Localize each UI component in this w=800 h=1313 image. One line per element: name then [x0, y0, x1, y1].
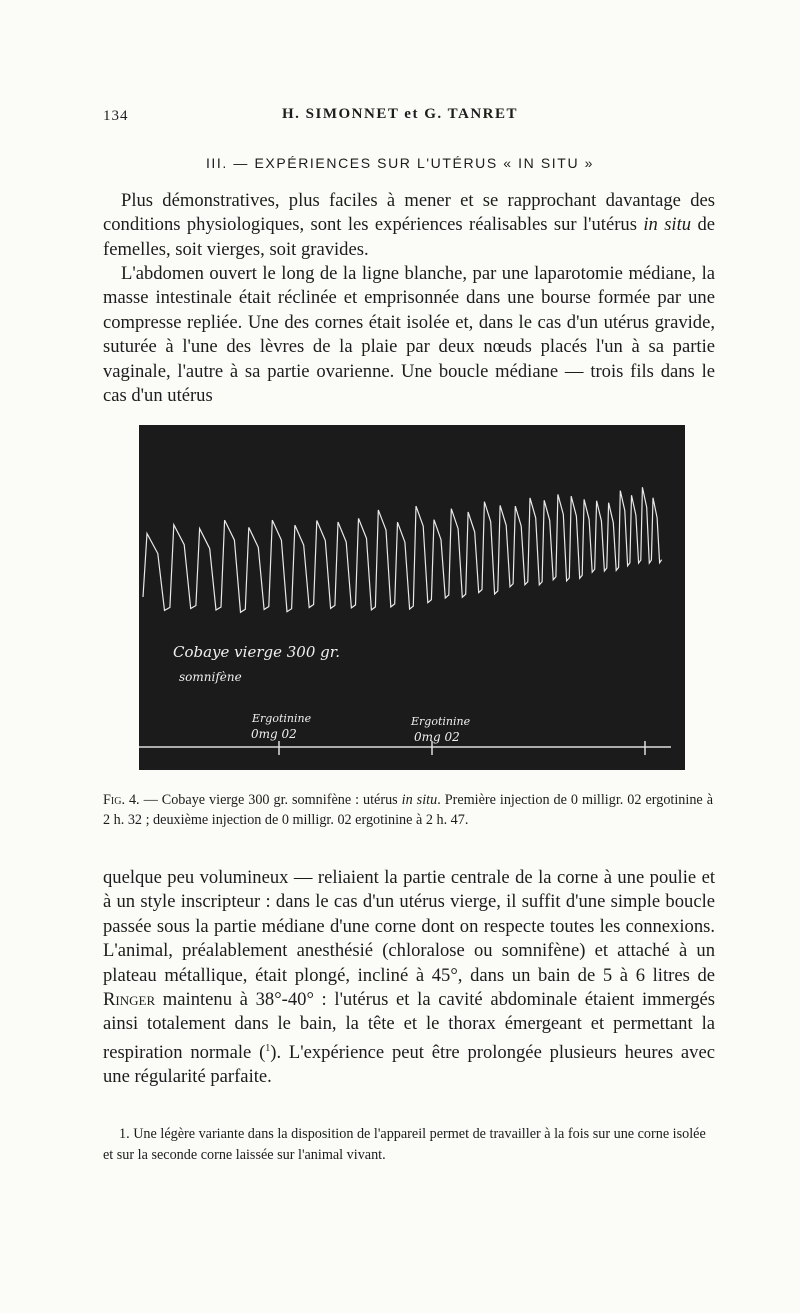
footnote	[103, 1124, 715, 1166]
footnote-text: Une légère variante dans la disposition de l'appareil permet de travailler à la fois sur une corne isolée et sur la seconde corne laissée sur l'animal vivant.	[103, 1126, 706, 1163]
injection1-dose: 0mg 02	[251, 727, 297, 741]
paragraph-setup-text: quelque peu volumineux — reliaient la partie centrale de la corne à une poulie et à un style inscripteur : dans le cas d'un utérus vierge, il suffit d'une simple boucle passée sous la partie médiane d'une corne dont on respecte toutes les connexions. L'animal, préalablement anesthésié (chloralose ou somnifène) et attaché à un plateau métallique, était plongé, incliné à 45°, dans un bain de 5 à 6 litres de	[103, 867, 715, 986]
injection2-name: Ergotinine	[411, 715, 471, 728]
running-head: H. SIMONNET et G. TANRET	[281, 106, 519, 122]
figure-annotation-title: Cobaye vierge 300 gr.	[173, 643, 341, 661]
ringer-name: Ringer	[103, 989, 156, 1011]
footnote-reference[interactable]: 1	[265, 1042, 271, 1054]
paragraph-intro-end: de femelles, soit vierges, soit gravides.	[103, 214, 715, 260]
paragraph-setup	[103, 866, 715, 1090]
caption-text-end: . Première injection de 0 milligr. 02 ergotinine à 2 h. 32 ; deuxième injection de 0 milligr. 02 ergotinine à 2 h. 47.	[103, 792, 713, 828]
kymograph-trace-path	[143, 487, 662, 612]
footnote-body	[103, 1124, 715, 1166]
injection1-name: Ergotinine	[252, 712, 312, 725]
paragraph-method: L'abdomen ouvert le long de la ligne blanche, par une laparotomie médiane, la masse intestinale était réclinée et emprisonnée dans une bourse formée par une compresse repliée. Une des cornes était isolée et, dans le cas d'un utérus gravide, suturée à l'une des lèvres de la plaie par deux nœuds placés l'un à sa partie vaginale, l'autre à sa partie ovarienne. Une boucle médiane — trois fils dans le cas d'un utérus	[103, 263, 715, 407]
caption-label: Fig. 4.	[103, 792, 140, 808]
figure-kymograph	[139, 425, 685, 770]
caption-text: — Cobaye vierge 300 gr. somnifène : utérus	[139, 792, 402, 808]
paragraph-setup-end: ). L'expérience peut être prolongée plusieurs heures avec une régularité parfaite.	[103, 1042, 715, 1088]
kymograph-trace-svg	[139, 425, 685, 770]
kymograph-trace	[143, 487, 662, 612]
footnote-number: 1.	[119, 1126, 130, 1142]
paragraph-intro-italic: in situ	[643, 214, 692, 236]
figure-caption	[103, 790, 713, 830]
paragraph-intro-text: Plus démonstratives, plus faciles à mener et se rapprochant davantage des conditions physiologiques, sont les expériences réalisables sur l'utérus	[103, 190, 715, 236]
caption-italic: in situ	[401, 792, 438, 808]
page-number: 134	[103, 108, 129, 124]
section-heading: III. — EXPÉRIENCES SUR L'UTÉRUS « IN SITU »	[205, 155, 595, 171]
injection2-dose: 0mg 02	[414, 730, 460, 744]
paragraph-intro	[103, 189, 715, 262]
paragraph-setup-text-2: maintenu à 38°-40° : l'utérus et la cavité abdominale étaient immergés ainsi totalement dans le bain, la tête et le thorax émergeant et permettant la respiration normale (	[103, 989, 715, 1064]
figure-annotation-sub: somnifène	[179, 670, 242, 684]
